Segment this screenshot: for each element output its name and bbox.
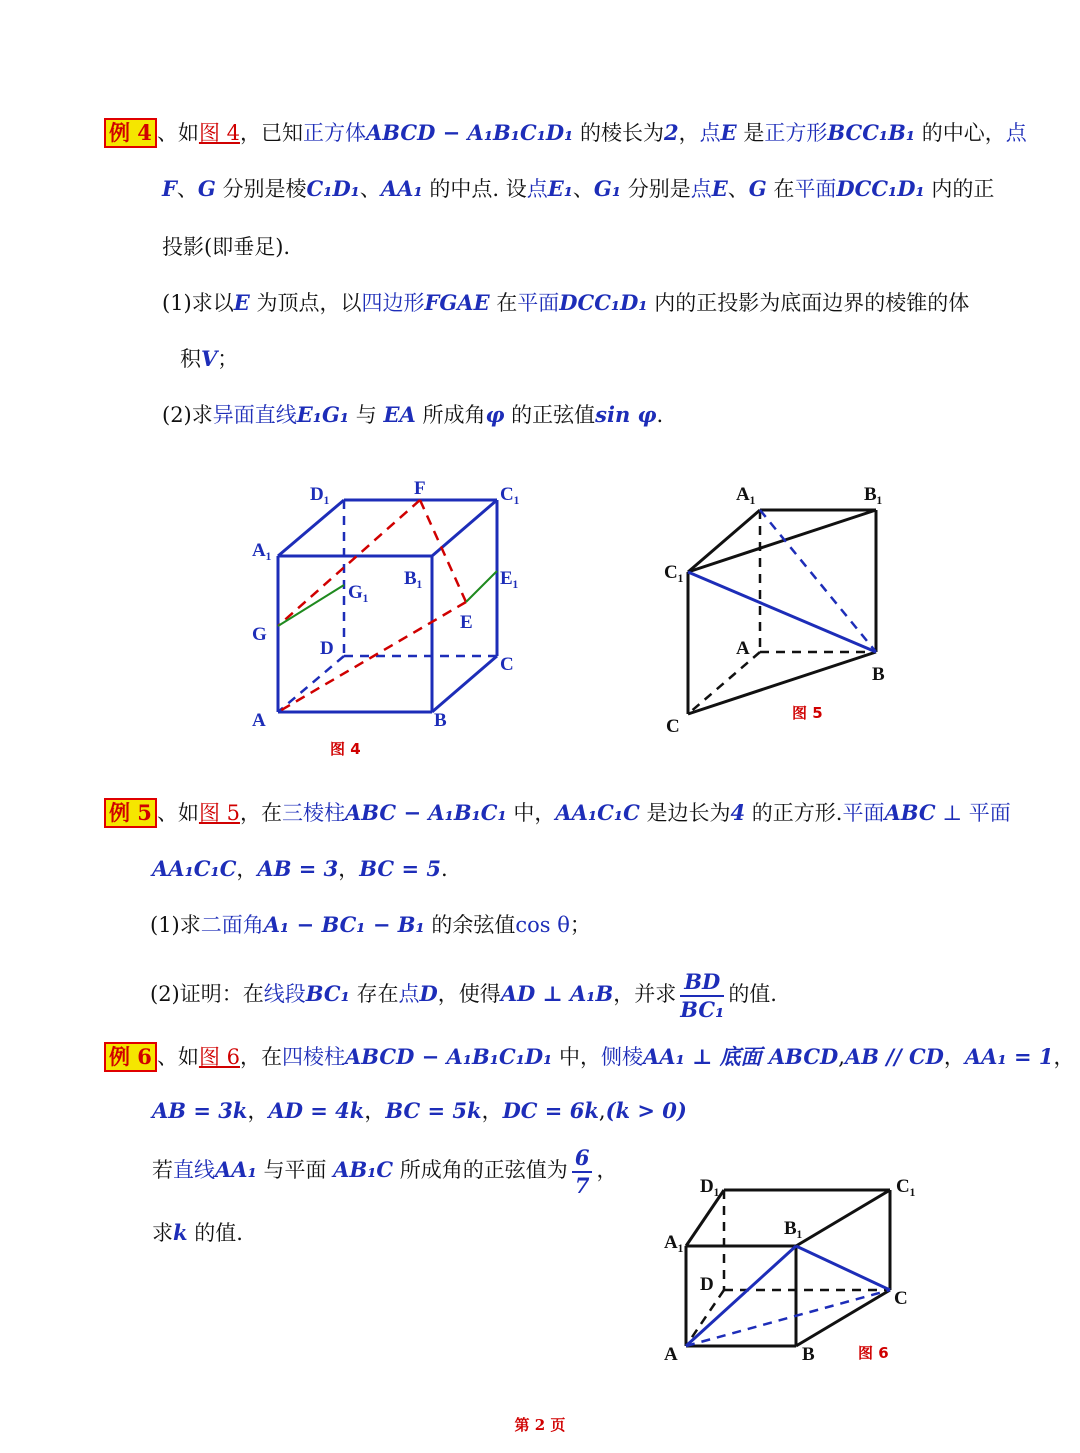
fig6-edge (686, 1190, 724, 1246)
ex4-q1-line2: 积V； (180, 346, 239, 371)
fig4-label-A1: A₁ (252, 540, 272, 561)
ex6-fraction: $\frac{6}{7}$ (572, 1145, 593, 1199)
fig5-label-C: C (666, 716, 680, 737)
fig4-caption: 图 4 (330, 740, 361, 758)
fig4-section-line (278, 500, 423, 626)
ex4-q2: (2)求异面直线E₁G₁ 与 EA 所成角φ 的正弦值sin φ. (162, 402, 664, 427)
ex4-line3: 投影(即垂足). (162, 235, 291, 259)
fig6-label-C1: C₁ (896, 1176, 916, 1197)
fig4-section-line (278, 602, 466, 712)
ex4-q1-line1: (1)求以E 为顶点，以四边形FGAE 在平面DCC₁D₁ 内的正投影为底面边界的棱锥的体 (162, 290, 970, 315)
fig4-ref: 图 4 (198, 121, 240, 145)
ex5-line1: 例 5 、如图 5，在三棱柱ABC − A₁B₁C₁ 中，AA₁C₁C 是边长为4 的正方形.平面ABC ⊥ 平面 (104, 798, 1011, 828)
fig4-edge (432, 656, 497, 712)
fig6-label-D1: D₁ (700, 1176, 720, 1197)
fig6-ref: 图 6 (198, 1045, 240, 1069)
fig5-edge (688, 510, 760, 572)
page-number: 第 2 页 (514, 1416, 566, 1434)
fig5-hidden-diagonal (760, 510, 876, 652)
fig5-ref: 图 5 (198, 801, 240, 825)
fig6-edge (796, 1290, 890, 1346)
fig4-label-B: B (434, 710, 447, 731)
fig4-label-C: C (500, 654, 514, 675)
fig5-label-B1: B₁ (864, 484, 883, 505)
fig4-edge (278, 500, 344, 556)
ex6-line2: AB = 3k，AD = 4k，BC = 5k，DC = 6k,(k > 0) (152, 1098, 687, 1123)
ex4-line2: F、G 分别是棱C₁D₁、AA₁ 的中点. 设点E₁、G₁ 分别是点E、G 在平面DCC₁D₁ 内的正 (162, 176, 995, 201)
fig4-label-F: F (414, 478, 426, 499)
fig6-label-A1: A₁ (664, 1232, 684, 1253)
fig5-label-C1: C₁ (664, 562, 684, 583)
fig6-label-B: B (802, 1344, 815, 1365)
fig4-label-D1: D₁ (310, 484, 330, 505)
fig4-label-A: A (252, 710, 266, 731)
fig4-label-E: E (460, 612, 473, 633)
ex5-line2: AA₁C₁C，AB = 3，BC = 5. (152, 856, 448, 881)
ex5-q1: (1)求二面角A₁ − BC₁ − B₁ 的余弦值cos θ； (150, 912, 591, 937)
fig5-edge (688, 510, 876, 572)
fig5-hidden-edge (688, 652, 760, 714)
ex4-tag: 例 4 (104, 118, 157, 148)
ex6-tag: 例 6 (104, 1042, 157, 1072)
fig6-diagonal (686, 1246, 796, 1346)
ex5-q2: (2)证明：在线段BC₁ 存在点D，使得AD ⊥ A₁B，并求 $\frac{BD}{\text{BC₁}}$ 的值. (150, 968, 777, 1022)
fig4-projection-line (278, 585, 344, 626)
ex5-fraction: $\frac{BD}{\text{BC₁}}$ (680, 968, 725, 1022)
fig4-label-B1: B₁ (404, 568, 423, 589)
fig5-label-A: A (736, 638, 750, 659)
fig6-diagonal (796, 1246, 890, 1290)
ex6-line1: 例 6 、如图 6，在四棱柱ABCD − A₁B₁C₁D₁ 中，侧棱AA₁ ⊥ 底面 ABCD,AB // CD，AA₁ = 1， (104, 1042, 1075, 1072)
fig6-label-A: A (664, 1344, 678, 1365)
fig4-label-D: D (320, 638, 334, 659)
fig5-label-A1: A₁ (736, 484, 756, 505)
fig4-section-line (420, 500, 466, 602)
fig4-hidden-edge (278, 656, 344, 712)
ex6-line4: 求k 的值. (152, 1220, 243, 1245)
fig5-edge (688, 652, 876, 714)
fig5-caption: 图 5 (792, 704, 823, 722)
fig4-label-G1: G₁ (348, 582, 369, 603)
fig4-projection-line (466, 571, 497, 602)
ex5-tag: 例 5 (104, 798, 157, 828)
figure-5 (664, 484, 885, 737)
ex4-line1: 例 4 、如图 4，已知正方体ABCD − A₁B₁C₁D₁ 的棱长为2，点E 是正方形BCC₁B₁ 的中心，点 (104, 118, 1027, 148)
figure-6 (664, 1176, 915, 1365)
fig6-label-C: C (894, 1288, 908, 1309)
fig5-label-B: B (872, 664, 885, 685)
fig4-label-G: G (252, 624, 267, 645)
fig6-edge (796, 1190, 890, 1246)
fig6-label-D: D (700, 1274, 714, 1295)
fig4-label-E1: E₁ (500, 568, 519, 589)
fig6-label-B1: B₁ (784, 1218, 803, 1239)
fig6-caption: 图 6 (858, 1344, 889, 1362)
fig5-diagonal (688, 572, 876, 652)
figure-4 (252, 478, 519, 758)
fig4-label-C1: C₁ (500, 484, 520, 505)
ex6-line3: 若直线AA₁ 与平面 AB₁C 所成角的正弦值为 $\frac{6}{7}$ ， (152, 1144, 618, 1198)
